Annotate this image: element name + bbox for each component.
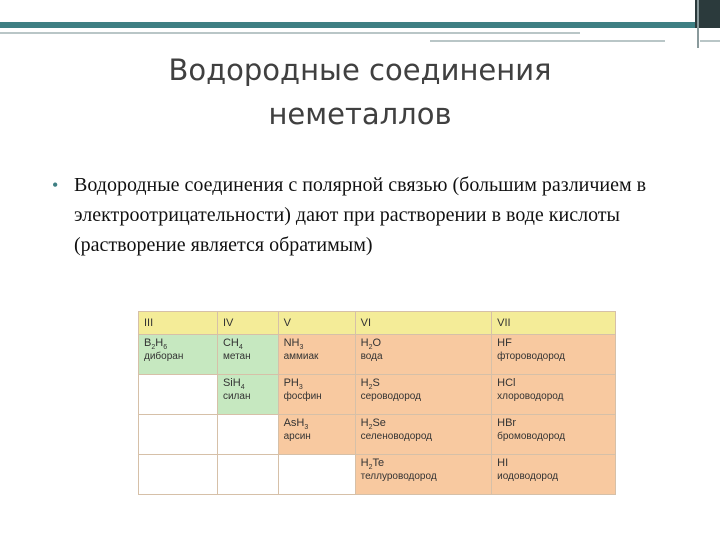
bullet-text: Водородные соединения с полярной связью (большим различием в электроотрицательности) дают при растворении в воде кислоты (растворение является обратимым) <box>74 174 647 256</box>
compound-formula: HI <box>497 457 509 469</box>
compound-name: фтороводород <box>497 351 565 362</box>
table-cell <box>492 415 616 455</box>
table-cell <box>217 335 278 375</box>
table-cell <box>278 415 355 455</box>
compound-formula: $NH_3$ <box>283 337 304 352</box>
table-cell <box>355 455 492 495</box>
slide-title <box>120 48 600 136</box>
compound-name: фосфин <box>283 391 322 402</box>
compound-name: силан <box>222 391 251 402</box>
compound-formula: HBr <box>497 417 517 429</box>
table-row <box>139 455 616 495</box>
header-vertical-line <box>697 0 699 48</box>
table-header-row <box>139 312 616 335</box>
header-cell-iv: IV <box>217 312 278 335</box>
table-row <box>139 375 616 415</box>
header-cell-vi: VI <box>355 312 492 335</box>
table-cell-empty <box>139 455 218 495</box>
title-line-1: Водородные соединения <box>168 53 552 87</box>
header-cell-v: V <box>278 312 355 335</box>
compound-formula: HF <box>497 337 512 349</box>
compound-formula: $CH_4$ <box>222 337 243 352</box>
table-row <box>139 335 616 375</box>
compound-name: аммиак <box>283 351 319 362</box>
compound-name: хлороводород <box>497 391 564 402</box>
bullet-marker: • <box>52 175 59 195</box>
compound-name: вода <box>360 351 383 362</box>
compound-name: арсин <box>283 431 311 442</box>
table-cell <box>492 455 616 495</box>
table-cell-empty <box>217 415 278 455</box>
compound-formula: $H_2Se$ <box>360 417 386 432</box>
compound-name: иодоводород <box>497 471 559 482</box>
table-cell <box>139 335 218 375</box>
compound-name: теллуроводород <box>360 471 437 482</box>
compound-formula: $H_2S$ <box>360 377 380 392</box>
header-teal-band <box>0 22 695 28</box>
header-cell-iii: III <box>139 312 218 335</box>
compound-name: селеноводород <box>360 431 432 442</box>
compound-name: сероводород <box>360 391 421 402</box>
table-cell <box>278 335 355 375</box>
hydrides-table <box>138 311 616 495</box>
compound-name: диборан <box>144 351 184 362</box>
table-cell <box>355 415 492 455</box>
table-cell <box>217 375 278 415</box>
compound-formula: $H_2O$ <box>360 337 382 352</box>
table-cell <box>355 375 492 415</box>
compound-formula: $H_2Te$ <box>360 457 385 472</box>
table-cell <box>492 335 616 375</box>
compound-formula: HCl <box>497 377 516 389</box>
header-line <box>430 40 665 42</box>
table-cell <box>492 375 616 415</box>
compound-formula: AsH$_3$ <box>283 417 309 432</box>
table-cell <box>278 375 355 415</box>
table-cell-empty <box>278 455 355 495</box>
slide-header-decoration <box>0 0 720 22</box>
compound-formula: $B_2H_6$ <box>144 337 168 352</box>
compound-formula: $PH_3$ <box>283 377 303 392</box>
compound-name: метан <box>222 351 251 362</box>
table-cell-empty <box>217 455 278 495</box>
compound-formula: SiH$_4$ <box>222 377 245 392</box>
header-line <box>0 32 580 34</box>
table-row <box>139 415 616 455</box>
table-cell-empty <box>139 375 218 415</box>
header-cell-vii: VII <box>492 312 616 335</box>
table-cell-empty <box>139 415 218 455</box>
title-line-2: неметаллов <box>268 97 452 131</box>
compound-name: бромоводород <box>497 431 566 442</box>
table-cell <box>355 335 492 375</box>
bullet-paragraph <box>48 170 688 260</box>
header-line <box>700 40 720 42</box>
